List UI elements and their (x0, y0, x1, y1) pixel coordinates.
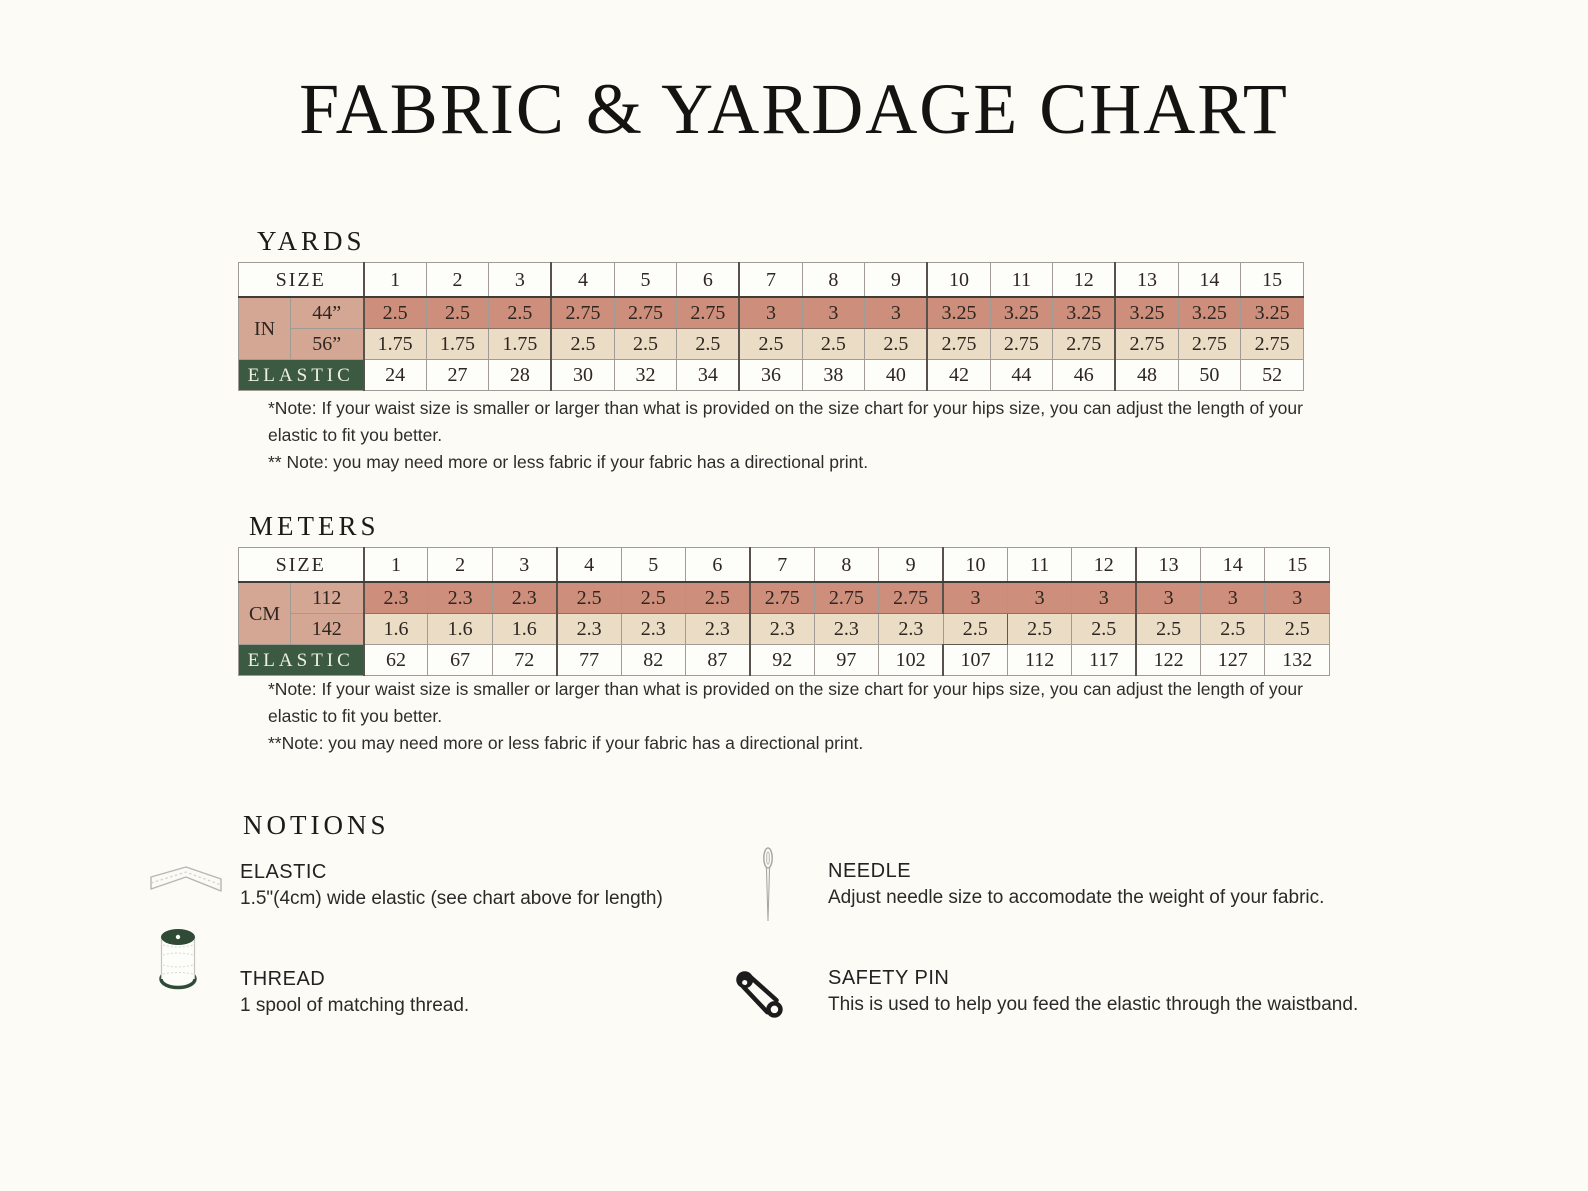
yards-elastic-cell: 36 (739, 360, 802, 391)
yards-elastic-cell: 27 (426, 360, 489, 391)
notion-elastic (240, 859, 663, 913)
meters-112-cell: 3 (1265, 582, 1330, 614)
meters-row-142 (239, 614, 1330, 645)
yards-row-44 (239, 297, 1304, 329)
meters-112-cell: 3 (943, 582, 1007, 614)
meters-elastic-cell: 87 (685, 645, 749, 676)
meters-elastic-cell: 77 (557, 645, 621, 676)
meters-size-header-cell: 4 (557, 548, 621, 583)
yards-56-label: 56” (291, 329, 364, 360)
yards-44-cell: 3.25 (1115, 297, 1178, 329)
meters-142-cell: 2.5 (1136, 614, 1200, 645)
meters-elastic-cell: 97 (814, 645, 878, 676)
meters-size-header-cell: 9 (879, 548, 943, 583)
meters-142-cell: 2.3 (750, 614, 814, 645)
meters-elastic-cell: 122 (1136, 645, 1200, 676)
meters-112-cell: 3 (1136, 582, 1200, 614)
meters-notes (268, 676, 1348, 757)
yards-56-cell: 2.75 (990, 329, 1053, 360)
yards-unit-label: IN (239, 297, 291, 360)
yards-44-cell: 3.25 (990, 297, 1053, 329)
meters-heading: METERS (249, 511, 380, 541)
notion-safety-pin-desc: This is used to help you feed the elastic through the waistband. (828, 994, 1359, 1015)
yards-note-2: ** Note: you may need more or less fabric if your fabric has a directional print. (268, 452, 869, 472)
yards-56-cell: 2.75 (1178, 329, 1241, 360)
meters-142-cell: 2.3 (621, 614, 685, 645)
needle-icon (759, 845, 777, 928)
yards-size-header-cell: 12 (1053, 263, 1116, 298)
meters-size-header-cell: 11 (1007, 548, 1071, 583)
page-title: FABRIC & YARDAGE CHART (299, 69, 1289, 149)
meters-elastic-cell: 62 (364, 645, 428, 676)
meters-size-header-cell: 2 (428, 548, 492, 583)
yards-size-header-cell: 11 (990, 263, 1053, 298)
meters-elastic-cell: 127 (1201, 645, 1265, 676)
yards-elastic-cell: 50 (1178, 360, 1241, 391)
meters-142-cell: 2.3 (557, 614, 621, 645)
yards-56-cell: 2.5 (739, 329, 802, 360)
meters-size-row (239, 548, 1330, 583)
yards-size-label: SIZE (239, 263, 364, 298)
meters-112-cell: 2.75 (814, 582, 878, 614)
yards-44-cell: 3 (739, 297, 802, 329)
yards-elastic-cell: 24 (364, 360, 427, 391)
yards-44-cell: 2.5 (364, 297, 427, 329)
meters-142-cell: 2.3 (879, 614, 943, 645)
notion-needle (828, 858, 1324, 912)
yards-56-cell: 2.75 (927, 329, 990, 360)
notion-elastic-title: ELASTIC (240, 861, 327, 883)
meters-142-cell: 2.5 (1072, 614, 1136, 645)
yards-44-label: 44” (291, 297, 364, 329)
meters-elastic-cell: 102 (879, 645, 943, 676)
yards-44-cell: 3 (802, 297, 865, 329)
meters-142-cell: 1.6 (492, 614, 556, 645)
yards-size-header-cell: 8 (802, 263, 865, 298)
yards-elastic-cell: 38 (802, 360, 865, 391)
yards-size-header-cell: 13 (1115, 263, 1178, 298)
meters-elastic-row (239, 645, 1330, 676)
meters-elastic-cell: 72 (492, 645, 556, 676)
meters-142-cell: 2.5 (1201, 614, 1265, 645)
yards-56-cell: 2.5 (551, 329, 614, 360)
meters-elastic-cell: 92 (750, 645, 814, 676)
meters-142-cell: 1.6 (364, 614, 428, 645)
yards-size-header-cell: 15 (1241, 263, 1304, 298)
meters-size-header-cell: 8 (814, 548, 878, 583)
yards-56-cell: 2.5 (614, 329, 677, 360)
yards-elastic-cell: 44 (990, 360, 1053, 391)
yards-56-cell: 1.75 (364, 329, 427, 360)
yards-size-header-cell: 4 (551, 263, 614, 298)
yards-56-cell: 2.5 (677, 329, 740, 360)
yards-size-row (239, 263, 1304, 298)
yards-notes (268, 395, 1348, 476)
yards-elastic-cell: 48 (1115, 360, 1178, 391)
meters-elastic-cell: 67 (428, 645, 492, 676)
notion-thread-desc: 1 spool of matching thread. (240, 995, 470, 1016)
yards-row-56 (239, 329, 1304, 360)
meters-112-cell: 3 (1007, 582, 1071, 614)
notion-safety-pin (828, 965, 1358, 1019)
yards-56-cell: 1.75 (426, 329, 489, 360)
meters-unit-label: CM (239, 582, 291, 645)
yards-elastic-cell: 46 (1053, 360, 1116, 391)
meters-elastic-cell: 82 (621, 645, 685, 676)
yards-56-cell: 2.5 (865, 329, 928, 360)
yards-elastic-cell: 40 (865, 360, 928, 391)
meters-112-cell: 2.3 (364, 582, 428, 614)
yards-note-1: *Note: If your waist size is smaller or larger than what is provided on the size chart for your hips size, you can adjust the length of your elastic to fit you better. (268, 398, 1303, 445)
elastic-icon (147, 863, 225, 902)
meters-size-label: SIZE (239, 548, 364, 583)
meters-112-label: 112 (291, 582, 364, 614)
yards-44-cell: 2.5 (426, 297, 489, 329)
yards-44-cell: 3.25 (1053, 297, 1116, 329)
meters-112-cell: 2.5 (557, 582, 621, 614)
yards-44-cell: 2.75 (614, 297, 677, 329)
meters-elastic-cell: 132 (1265, 645, 1330, 676)
meters-112-cell: 2.3 (428, 582, 492, 614)
yards-elastic-cell: 28 (489, 360, 552, 391)
yards-elastic-row (239, 360, 1304, 391)
safety-pin-icon (727, 960, 795, 1037)
yards-56-cell: 2.75 (1115, 329, 1178, 360)
yards-size-header-cell: 1 (364, 263, 427, 298)
meters-112-cell: 2.5 (621, 582, 685, 614)
yards-table (238, 262, 1304, 391)
meters-note-2: **Note: you may need more or less fabric if your fabric has a directional print. (268, 733, 864, 753)
meters-112-cell: 3 (1072, 582, 1136, 614)
meters-142-cell: 2.5 (1265, 614, 1330, 645)
yards-size-header-cell: 2 (426, 263, 489, 298)
yards-44-cell: 3.25 (1178, 297, 1241, 329)
meters-size-header-cell: 6 (685, 548, 749, 583)
meters-112-cell: 2.3 (492, 582, 556, 614)
yards-size-header-cell: 3 (489, 263, 552, 298)
notion-needle-title: NEEDLE (828, 860, 912, 882)
yards-44-cell: 2.5 (489, 297, 552, 329)
yards-elastic-cell: 32 (614, 360, 677, 391)
meters-elastic-label: ELASTIC (239, 645, 364, 676)
meters-142-cell: 1.6 (428, 614, 492, 645)
yards-elastic-cell: 30 (551, 360, 614, 391)
yards-size-header-cell: 5 (614, 263, 677, 298)
notion-safety-pin-title: SAFETY PIN (828, 967, 950, 989)
yards-elastic-label: ELASTIC (239, 360, 364, 391)
meters-112-cell: 2.75 (750, 582, 814, 614)
yards-heading: YARDS (257, 226, 366, 256)
meters-size-header-cell: 15 (1265, 548, 1330, 583)
yards-size-header-cell: 14 (1178, 263, 1241, 298)
yards-44-cell: 3.25 (1241, 297, 1304, 329)
yards-elastic-cell: 42 (927, 360, 990, 391)
meters-elastic-cell: 107 (943, 645, 1007, 676)
meters-142-cell: 2.5 (1007, 614, 1071, 645)
yards-elastic-cell: 34 (677, 360, 740, 391)
yards-elastic-cell: 52 (1241, 360, 1304, 391)
meters-112-cell: 2.5 (685, 582, 749, 614)
meters-size-header-cell: 1 (364, 548, 428, 583)
meters-size-header-cell: 13 (1136, 548, 1200, 583)
meters-size-header-cell: 10 (943, 548, 1007, 583)
meters-size-header-cell: 14 (1201, 548, 1265, 583)
meters-112-cell: 2.75 (879, 582, 943, 614)
meters-142-cell: 2.3 (814, 614, 878, 645)
yards-56-cell: 2.5 (802, 329, 865, 360)
yards-size-header-cell: 7 (739, 263, 802, 298)
meters-elastic-cell: 117 (1072, 645, 1136, 676)
yards-44-cell: 2.75 (677, 297, 740, 329)
meters-table (238, 547, 1330, 676)
meters-142-label: 142 (291, 614, 364, 645)
yards-size-header-cell: 9 (865, 263, 928, 298)
meters-note-1: *Note: If your waist size is smaller or larger than what is provided on the size chart for your hips size, you can adjust the length of your elastic to fit you better. (268, 679, 1303, 726)
notion-thread-title: THREAD (240, 968, 326, 990)
yards-44-cell: 2.75 (551, 297, 614, 329)
meters-size-header-cell: 3 (492, 548, 556, 583)
meters-elastic-cell: 112 (1007, 645, 1071, 676)
meters-size-header-cell: 7 (750, 548, 814, 583)
notion-needle-desc: Adjust needle size to accomodate the weight of your fabric. (828, 887, 1325, 908)
yards-size-header-cell: 10 (927, 263, 990, 298)
notion-thread (240, 966, 469, 1020)
yards-56-cell: 1.75 (489, 329, 552, 360)
yards-56-cell: 2.75 (1053, 329, 1116, 360)
notion-elastic-desc: 1.5"(4cm) wide elastic (see chart above for length) (240, 888, 663, 909)
thread-spool-icon (155, 927, 201, 996)
meters-size-header-cell: 5 (621, 548, 685, 583)
meters-row-112 (239, 582, 1330, 614)
yards-44-cell: 3 (865, 297, 928, 329)
meters-size-header-cell: 12 (1072, 548, 1136, 583)
yards-56-cell: 2.75 (1241, 329, 1304, 360)
yards-44-cell: 3.25 (927, 297, 990, 329)
meters-112-cell: 3 (1201, 582, 1265, 614)
meters-142-cell: 2.3 (685, 614, 749, 645)
meters-142-cell: 2.5 (943, 614, 1007, 645)
notions-heading: NOTIONS (243, 810, 390, 840)
yards-size-header-cell: 6 (677, 263, 740, 298)
